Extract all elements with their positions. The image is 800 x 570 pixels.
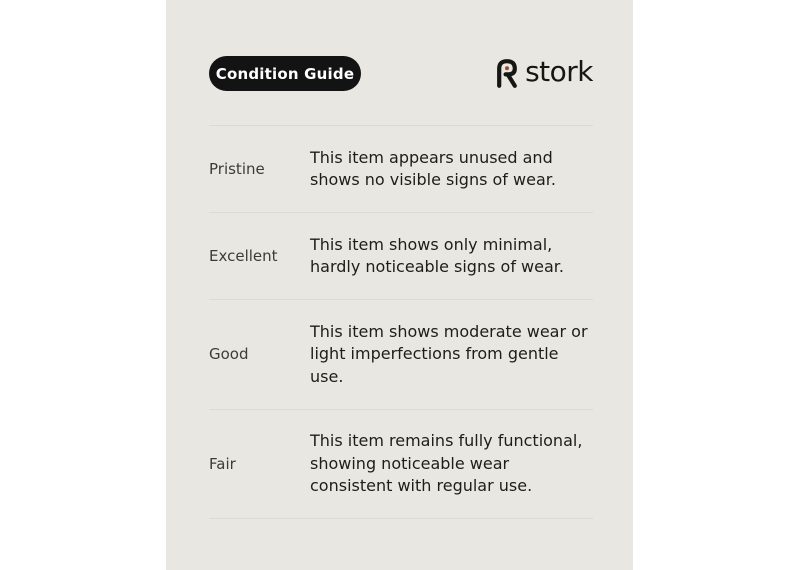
condition-row	[209, 125, 593, 212]
condition-description: This item appears unused and shows no visible signs of wear.	[310, 147, 556, 189]
condition-name: Fair	[209, 454, 236, 473]
condition-name: Good	[209, 345, 249, 364]
condition-name: Excellent	[209, 247, 278, 265]
stork-mark-icon	[497, 59, 517, 88]
condition-description: This item remains fully functional, showing noticeable wear consistent with regular use.	[310, 431, 583, 495]
condition-row	[209, 299, 593, 409]
brand-name: stork	[525, 55, 593, 88]
brand-logo	[497, 56, 593, 90]
condition-description: This item shows only minimal, hardly noticeable signs of wear.	[310, 234, 564, 276]
condition-table	[209, 125, 593, 519]
condition-guide-badge	[209, 56, 361, 91]
condition-name: Pristine	[209, 160, 265, 178]
condition-guide-badge-label: Condition Guide	[215, 64, 355, 83]
condition-description: This item shows moderate wear or light imperfections from gentle use.	[310, 321, 588, 386]
condition-row	[209, 212, 593, 299]
condition-row	[209, 409, 593, 520]
condition-guide-panel	[166, 0, 633, 570]
